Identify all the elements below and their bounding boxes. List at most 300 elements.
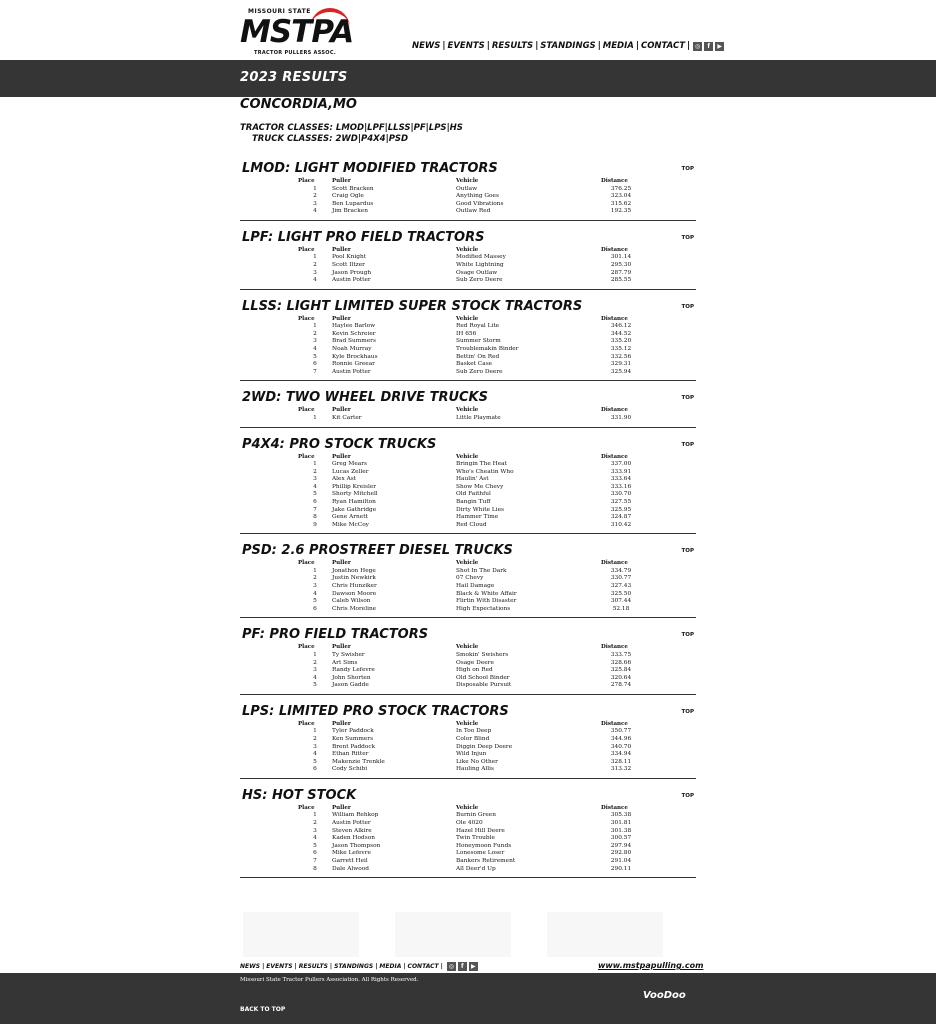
column-header-distance: Distance: [601, 644, 628, 651]
distance-cell: 320.64: [610, 674, 632, 681]
section-title: HS: HOT STOCK: [242, 787, 357, 803]
nav-contact[interactable]: CONTACT: [640, 41, 686, 51]
column-header-place: Place: [298, 644, 315, 651]
puller-cell: Dawson Moore: [332, 590, 377, 597]
column-header-vehicle: Vehicle: [456, 453, 479, 460]
footer-nav-media[interactable]: MEDIA: [379, 963, 402, 970]
column-header-vehicle: Vehicle: [456, 178, 479, 184]
table-row: [298, 759, 641, 767]
place-cell: 1: [313, 185, 317, 192]
place-cell: 6: [313, 498, 317, 505]
place-cell: 3: [313, 338, 317, 345]
puller-cell: Garrett Heil: [332, 858, 368, 864]
footer-nav-results[interactable]: RESULTS: [298, 963, 328, 970]
place-cell: 5: [313, 758, 317, 765]
puller-cell: Mike McCoy: [332, 521, 369, 528]
puller-cell: Austin Potter: [332, 820, 371, 827]
distance-cell: 290.11: [610, 865, 632, 872]
top-link[interactable]: TOP: [681, 303, 694, 310]
puller-cell: Jim Bracken: [332, 208, 368, 215]
vehicle-cell: Disposable Pursuit: [456, 682, 512, 689]
place-cell: 7: [313, 858, 317, 864]
sponsor-box[interactable]: [243, 912, 359, 957]
vehicle-cell: In Too Deep: [456, 728, 492, 735]
facebook-icon[interactable]: f: [458, 962, 467, 971]
distance-cell: 333.16: [610, 483, 632, 490]
nav-events[interactable]: EVENTS: [447, 41, 485, 51]
table-row: [298, 575, 641, 583]
sponsor-box[interactable]: [547, 912, 663, 957]
column-header-place: Place: [298, 407, 315, 414]
vehicle-cell: Summer Storm: [456, 338, 501, 345]
column-header-distance: Distance: [601, 560, 628, 567]
column-header-place: Place: [298, 246, 315, 253]
truck-classes-label: TRUCK CLASSES:: [252, 134, 333, 144]
distance-cell: 324.87: [610, 514, 632, 521]
class-links: [240, 123, 463, 145]
results-section: [240, 703, 696, 779]
vehicle-cell: Lonesome Loser: [456, 850, 505, 857]
place-cell: 1: [313, 812, 317, 819]
vehicle-cell: Diggin Deep Deere: [456, 743, 513, 750]
site-url-link[interactable]: www.mstpapulling.com: [598, 961, 704, 970]
puller-cell: Jake Gathridge: [332, 506, 377, 513]
place-cell: 2: [313, 820, 317, 827]
page-title: 2023 RESULTS: [240, 70, 348, 85]
place-cell: 3: [313, 667, 317, 674]
distance-cell: 335.12: [610, 346, 632, 353]
vehicle-cell: Honeymoon Funds: [456, 842, 512, 849]
vehicle-cell: Wild Injun: [456, 751, 487, 758]
table-header-row: [298, 316, 641, 324]
table-row: [298, 568, 641, 576]
nav-standings[interactable]: STANDINGS: [540, 41, 596, 51]
place-cell: 2: [313, 575, 317, 582]
results-section: [240, 229, 696, 290]
distance-cell: 52.18: [612, 605, 630, 612]
distance-cell: 295.30: [610, 261, 632, 268]
top-link[interactable]: TOP: [681, 441, 694, 448]
puller-cell: William Rehkop: [332, 812, 379, 819]
class-link-lmod[interactable]: LMOD: [335, 123, 365, 133]
vehicle-cell: Who's Cheatin Who: [456, 468, 514, 475]
puller-cell: Randy Lefevre: [332, 667, 375, 674]
place-cell: 4: [313, 674, 317, 681]
top-link[interactable]: TOP: [681, 548, 694, 555]
distance-cell: 333.75: [610, 651, 632, 658]
table-header-row: [298, 644, 641, 652]
puller-cell: Art Sims: [332, 659, 358, 666]
column-header-puller: Puller: [332, 453, 351, 460]
vehicle-cell: Haulin' Ast: [456, 476, 489, 483]
place-cell: 3: [313, 269, 317, 276]
column-header-place: Place: [298, 315, 315, 322]
site-logo[interactable]: [240, 6, 380, 56]
column-header-place: Place: [298, 178, 315, 184]
column-header-puller: Puller: [332, 560, 351, 567]
instagram-icon[interactable]: ◎: [695, 42, 701, 50]
distance-cell: 328.11: [610, 758, 632, 765]
vehicle-cell: Flirtin With Disaster: [456, 598, 517, 605]
footer-nav-events[interactable]: EVENTS: [266, 963, 293, 970]
place-cell: 2: [313, 659, 317, 666]
table-row: [298, 835, 641, 843]
place-cell: 5: [313, 682, 317, 689]
distance-cell: 287.79: [610, 269, 632, 276]
top-link[interactable]: TOP: [681, 708, 694, 715]
table-row: [298, 652, 641, 660]
vehicle-cell: Old Faithful: [456, 491, 491, 498]
distance-cell: 297.94: [610, 842, 632, 849]
table-row: [298, 338, 641, 346]
results-table: [298, 721, 641, 774]
column-header-puller: Puller: [332, 407, 351, 414]
table-row: [298, 346, 641, 354]
vehicle-cell: White Lightning: [456, 261, 504, 268]
top-link[interactable]: TOP: [681, 234, 694, 241]
place-cell: 7: [313, 368, 317, 375]
place-cell: 2: [313, 735, 317, 742]
table-header-row: [298, 454, 641, 462]
vehicle-cell: High on Red: [456, 667, 493, 674]
vehicle-cell: Outlaw Red: [456, 208, 491, 215]
place-cell: 1: [313, 323, 317, 330]
column-header-puller: Puller: [332, 804, 351, 811]
place-cell: 4: [313, 483, 317, 490]
site-footer: [0, 973, 936, 1024]
table-row: [298, 675, 641, 683]
table-row: [298, 766, 641, 774]
vehicle-cell: Bringin The Heat: [456, 461, 507, 467]
table-row: [298, 858, 641, 866]
column-header-puller: Puller: [332, 720, 351, 727]
puller-cell: Tyler Paddock: [332, 728, 374, 735]
distance-cell: 291.04: [610, 858, 632, 864]
sponsor-boxes: [243, 912, 663, 957]
puller-cell: Phillip Kreisler: [332, 483, 377, 490]
place-cell: 2: [313, 261, 317, 268]
distance-cell: 192.35: [610, 208, 632, 215]
puller-cell: Steven Alkire: [332, 827, 372, 834]
puller-cell: Brent Paddock: [332, 743, 376, 750]
puller-cell: Pool Knight: [332, 254, 367, 261]
class-link-p4x4[interactable]: P4X4: [360, 134, 386, 144]
vehicle-cell: Twin Trouble: [456, 835, 495, 842]
puller-cell: Ethan Ritter: [332, 751, 369, 758]
vehicle-cell: Modified Massey: [456, 254, 506, 261]
puller-cell: Ben Lupardus: [332, 200, 374, 207]
table-row: [298, 415, 641, 423]
table-row: [298, 369, 641, 377]
column-header-place: Place: [298, 804, 315, 811]
designer-credit-logo[interactable]: VooDoo: [643, 990, 686, 1001]
table-row: [298, 499, 641, 507]
distance-cell: 325.95: [610, 506, 632, 513]
distance-cell: 313.32: [610, 766, 632, 773]
table-row: [298, 866, 641, 874]
youtube-icon[interactable]: ▶: [469, 962, 478, 971]
vehicle-cell: Shot In The Dark: [456, 567, 507, 574]
table-header-row: [298, 178, 641, 186]
results-table: [298, 316, 641, 377]
sponsor-box[interactable]: [395, 912, 511, 957]
table-row: [298, 812, 641, 820]
place-cell: 4: [313, 835, 317, 842]
vehicle-cell: Little Playmate: [456, 414, 501, 421]
results-table: [298, 805, 641, 873]
puller-cell: Austin Potter: [332, 277, 371, 284]
place-cell: 1: [313, 567, 317, 574]
puller-cell: Scott Iltzer: [332, 261, 365, 268]
puller-cell: Kevin Schreier: [332, 330, 376, 337]
table-header-row: [298, 560, 641, 568]
distance-cell: 301.14: [610, 254, 632, 261]
vehicle-cell: Hail Damage: [456, 583, 495, 590]
table-row: [298, 736, 641, 744]
puller-cell: Chris Moreline: [332, 605, 377, 612]
puller-cell: Jonathon Hege: [332, 567, 376, 574]
section-title: LLSS: LIGHT LIMITED SUPER STOCK TRACTORS: [242, 298, 583, 314]
distance-cell: 376.25: [610, 185, 632, 192]
instagram-icon[interactable]: ◎: [448, 963, 454, 970]
column-header-distance: Distance: [601, 453, 628, 460]
results-table: [298, 644, 641, 689]
back-to-top-link[interactable]: BACK TO TOP: [240, 1006, 286, 1013]
puller-cell: Caleb Wilson: [332, 598, 371, 605]
place-cell: 1: [313, 254, 317, 261]
column-header-distance: Distance: [601, 178, 628, 184]
table-row: [298, 682, 641, 690]
tractor-class-row: TRACTOR CLASSES: LMOD|LPF|LLSS|PF|LPS|HS: [240, 123, 463, 133]
table-row: [298, 522, 641, 530]
title-banner: [0, 60, 936, 97]
puller-cell: Kyle Brockhaus: [332, 353, 378, 360]
table-row: [298, 728, 641, 736]
results-table: [298, 178, 641, 216]
class-link-pf[interactable]: PF: [413, 123, 426, 133]
place-cell: 6: [313, 850, 317, 857]
results-section: [240, 542, 696, 618]
table-row: [298, 667, 641, 675]
column-header-puller: Puller: [332, 315, 351, 322]
logo-top-text: MISSOURI STATE: [248, 8, 311, 15]
results-section: [240, 626, 696, 694]
class-link-llss[interactable]: LLSS: [387, 123, 411, 133]
vehicle-cell: Color Blind: [456, 735, 490, 742]
nav-news[interactable]: NEWS: [412, 41, 441, 51]
vehicle-cell: Good Vibrations: [456, 200, 504, 207]
vehicle-cell: Bangin Tuff: [456, 498, 491, 505]
class-link-lps[interactable]: LPS: [428, 123, 447, 133]
vehicle-cell: Old School Binder: [456, 674, 510, 681]
distance-cell: 333.91: [610, 468, 632, 475]
puller-cell: Craig Ogle: [332, 193, 364, 200]
distance-cell: 285.55: [610, 277, 632, 284]
column-header-vehicle: Vehicle: [456, 804, 479, 811]
distance-cell: 344.96: [610, 735, 632, 742]
place-cell: 6: [313, 766, 317, 773]
footer-social-links: [447, 962, 478, 971]
vehicle-cell: Anything Goes: [456, 193, 499, 200]
vehicle-cell: Outlaw: [456, 185, 478, 192]
top-link[interactable]: TOP: [681, 792, 694, 799]
facebook-icon[interactable]: f: [704, 42, 713, 51]
nav-media[interactable]: MEDIA: [602, 41, 634, 51]
puller-cell: Jason Gadde: [332, 682, 369, 689]
puller-cell: Makenzie Trenkle: [332, 758, 385, 765]
distance-cell: 300.57: [610, 835, 632, 842]
table-row: [298, 469, 641, 477]
footer-nav-contact[interactable]: CONTACT: [407, 963, 439, 970]
table-row: [298, 491, 641, 499]
vehicle-cell: Ole 4020: [456, 820, 483, 827]
vehicle-cell: Show Me Chevy: [456, 483, 504, 490]
place-cell: 3: [313, 743, 317, 750]
vehicle-cell: Dirty White Lies: [456, 506, 504, 513]
table-row: [298, 461, 641, 469]
distance-cell: 330.70: [610, 491, 632, 498]
vehicle-cell: Troublemakin Binder: [456, 346, 519, 353]
column-header-vehicle: Vehicle: [456, 560, 479, 567]
top-link[interactable]: TOP: [681, 395, 694, 402]
results-section: [240, 787, 696, 878]
vehicle-cell: Hauling Allis: [456, 766, 494, 773]
distance-cell: 344.52: [610, 330, 632, 337]
distance-cell: 329.31: [610, 361, 632, 368]
tractor-classes-label: TRACTOR CLASSES:: [240, 123, 333, 133]
distance-cell: 307.44: [610, 598, 632, 605]
distance-cell: 331.90: [610, 414, 632, 421]
distance-cell: 334.79: [610, 567, 632, 574]
vehicle-cell: Red Royal Lite: [456, 323, 500, 330]
vehicle-cell: Like No Other: [456, 758, 498, 765]
main-nav: NEWS | EVENTS | RESULTS | STANDINGS | MEDIA | CONTACT | ◎ f ▶: [411, 41, 724, 51]
table-row: [298, 843, 641, 851]
distance-cell: 335.20: [610, 338, 632, 345]
puller-cell: Alex Ast: [332, 476, 357, 483]
vehicle-cell: Smokin' Swishers: [456, 651, 509, 658]
table-row: [298, 583, 641, 591]
place-cell: 1: [313, 461, 317, 467]
distance-cell: 327.43: [610, 583, 632, 590]
table-header-row: [298, 721, 641, 729]
vehicle-cell: Black & White Affair: [456, 590, 517, 597]
class-link-2wd[interactable]: 2WD: [335, 134, 358, 144]
results-section: [240, 160, 696, 221]
section-title: PSD: 2.6 PROSTREET DIESEL TRUCKS: [242, 543, 513, 559]
place-cell: 5: [313, 598, 317, 605]
table-row: [298, 193, 641, 201]
puller-cell: Greg Mears: [332, 461, 367, 467]
place-cell: 5: [313, 353, 317, 360]
footer-nav-news[interactable]: NEWS: [240, 963, 261, 970]
puller-cell: Ken Summers: [332, 735, 374, 742]
puller-cell: Ty Swisher: [332, 651, 365, 658]
place-cell: 5: [313, 842, 317, 849]
vehicle-cell: Hammer Time: [456, 514, 499, 521]
puller-cell: Noah Murray: [332, 346, 372, 353]
nav-results[interactable]: RESULTS: [491, 41, 534, 51]
top-link[interactable]: TOP: [681, 632, 694, 639]
top-link[interactable]: TOP: [681, 166, 694, 172]
youtube-icon[interactable]: ▶: [715, 42, 724, 51]
place-cell: 1: [313, 414, 317, 421]
distance-cell: 325.50: [610, 590, 632, 597]
column-header-vehicle: Vehicle: [456, 246, 479, 253]
site-header: [0, 0, 936, 60]
place-cell: 4: [313, 277, 317, 284]
table-row: [298, 331, 641, 339]
vehicle-cell: Burnin Green: [456, 812, 496, 819]
section-title: LPF: LIGHT PRO FIELD TRACTORS: [242, 229, 485, 245]
distance-cell: 328.66: [610, 659, 632, 666]
table-row: [298, 354, 641, 362]
column-header-distance: Distance: [601, 720, 628, 727]
place-cell: 8: [313, 865, 317, 872]
vehicle-cell: Osage Outlaw: [456, 269, 498, 276]
puller-cell: Mike Lefevre: [332, 850, 371, 857]
class-link-lpf[interactable]: LPF: [367, 123, 385, 133]
table-row: [298, 208, 641, 216]
distance-cell: 350.77: [610, 728, 632, 735]
vehicle-cell: Basket Case: [456, 361, 493, 368]
distance-cell: 333.64: [610, 476, 632, 483]
place-cell: 1: [313, 651, 317, 658]
column-header-puller: Puller: [332, 644, 351, 651]
table-row: [298, 254, 641, 262]
place-cell: 2: [313, 468, 317, 475]
vehicle-cell: Bankers Retirement: [456, 858, 516, 864]
distance-cell: 310.42: [610, 521, 632, 528]
social-links: [693, 42, 724, 51]
logo-mark: MSTPA: [240, 14, 354, 50]
column-header-vehicle: Vehicle: [456, 407, 479, 414]
results-table: [298, 247, 641, 285]
footer-nav-standings[interactable]: STANDINGS: [334, 963, 374, 970]
section-title: LPS: LIMITED PRO STOCK TRACTORS: [242, 703, 509, 719]
column-header-place: Place: [298, 720, 315, 727]
class-link-psd[interactable]: PSD: [388, 134, 409, 144]
column-header-distance: Distance: [601, 804, 628, 811]
results-table: [298, 454, 641, 530]
distance-cell: 301.38: [610, 827, 632, 834]
place-cell: 3: [313, 476, 317, 483]
distance-cell: 323.04: [610, 193, 632, 200]
distance-cell: 340.70: [610, 743, 632, 750]
table-row: [298, 262, 641, 270]
table-row: [298, 484, 641, 492]
vehicle-cell: Sub Zero Deere: [456, 277, 503, 284]
truck-class-row: TRUCK CLASSES: 2WD|P4X4|PSD: [252, 134, 409, 144]
results-table: [298, 560, 641, 613]
table-row: [298, 828, 641, 836]
puller-cell: Gene Arnett: [332, 514, 368, 521]
column-header-distance: Distance: [601, 315, 628, 322]
event-location: CONCORDIA,MO: [240, 97, 357, 112]
place-cell: 1: [313, 728, 317, 735]
column-header-puller: Puller: [332, 246, 351, 253]
place-cell: 2: [313, 193, 317, 200]
place-cell: 9: [313, 521, 317, 528]
vehicle-cell: IH 656: [456, 330, 477, 337]
column-header-distance: Distance: [601, 246, 628, 253]
table-row: [298, 514, 641, 522]
section-title: LMOD: LIGHT MODIFIED TRACTORS: [242, 161, 498, 176]
distance-cell: 315.62: [610, 200, 632, 207]
table-row: [298, 606, 641, 614]
class-link-hs[interactable]: HS: [449, 123, 463, 133]
puller-cell: Lucas Zeller: [332, 468, 369, 475]
